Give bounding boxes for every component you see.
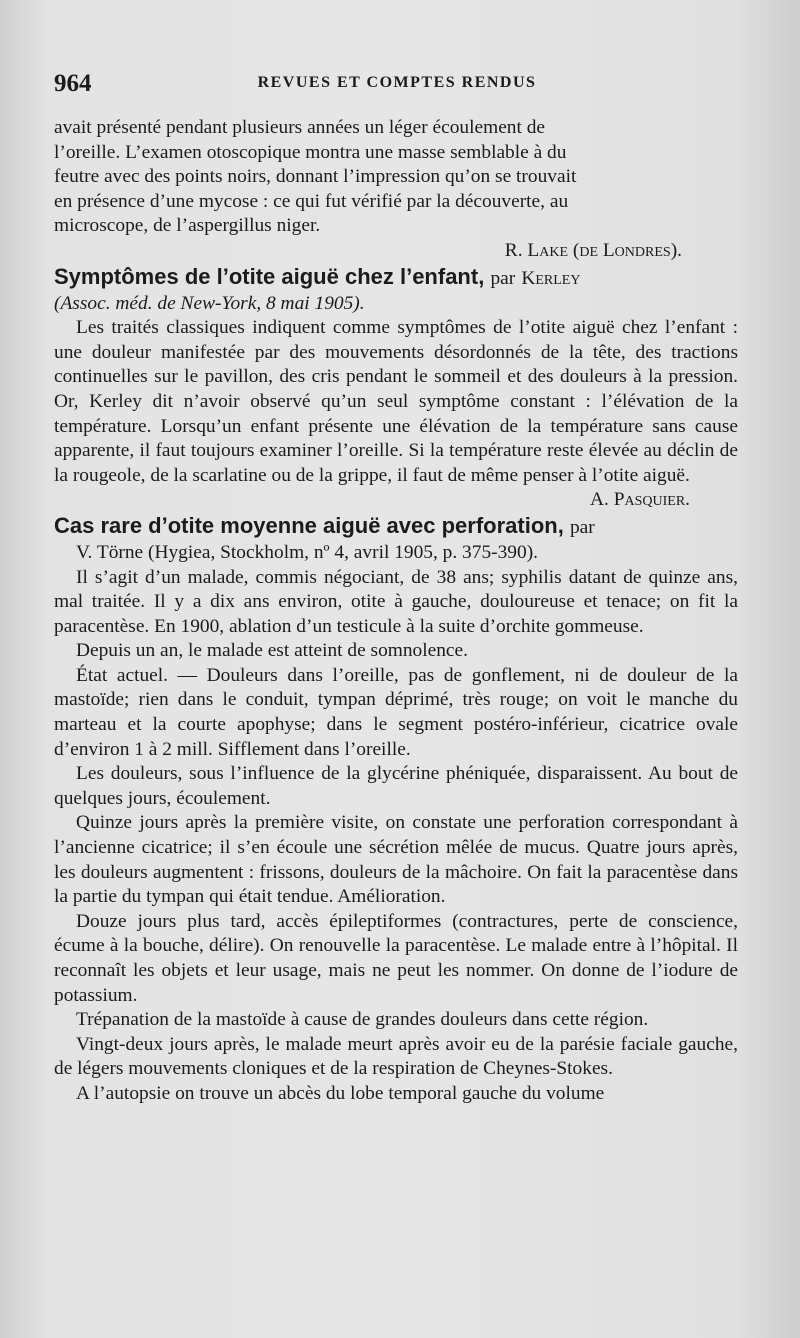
article1-line: en présence d’une mycose : ce qui fut vérifié par la découverte, au bbox=[54, 190, 569, 212]
article3-paragraph: Depuis un an, le malade est atteint de somnolence. bbox=[76, 640, 468, 662]
article3-paragraph: Douze jours plus tard, accès épileptiformes (contractures, perte de conscience, écume à la bouche, délire). On renouvelle la paracentèse. Le malade entre à l’hôpital. Il reconnaît les objets et leur usage, mais ne peut les nommer. On donne de l’iodure de potassium. bbox=[54, 910, 738, 1006]
article1-signature: R. Lake (de Londres). bbox=[504, 239, 682, 261]
article3-paragraph: Trépanation de la mastoïde à cause de grandes douleurs dans cette région. bbox=[76, 1009, 649, 1031]
article1-line: feutre avec des points noirs, donnant l’impression qu’on se trouvait bbox=[54, 166, 577, 188]
article3-by: par bbox=[569, 516, 595, 538]
article2-source bbox=[54, 292, 738, 317]
article3-title-block bbox=[54, 513, 738, 541]
article3-paragraph: Quinze jours après la première visite, on constate une perforation correspondant à l’ancienne cicatrice; il s’en écoule une sécrétion mêlée de mucus. Quatre jours après, les douleurs augmentent : frissons, douleurs de la mâchoire. On fait la paracentèse dans la partie du tympan qui était tendue. Amélioration. bbox=[54, 812, 738, 908]
article2-author: Kerley bbox=[521, 267, 581, 289]
page-number: 964 bbox=[54, 70, 92, 97]
article1-line: l’oreille. L’examen otoscopique montra une masse semblable à du bbox=[54, 141, 567, 163]
article3-paragraph: Il s’agit d’un malade, commis négociant, de 38 ans; syphilis datant de quinze ans, mal traitée. Il y a dix ans environ, otite à gauche, douloureuse et tenace; on fit la paracentèse. En 1900, ablation d’un testicule à la suite d’orchite gommeuse. bbox=[54, 566, 738, 637]
running-title: REVUES ET COMPTES RENDUS bbox=[257, 74, 537, 91]
article1-line: avait présenté pendant plusieurs années un léger écoulement de bbox=[54, 117, 546, 138]
article2-title-block bbox=[54, 264, 738, 292]
article2-source-text: (Assoc. méd. de New-York, 8 mai 1905). bbox=[54, 292, 365, 314]
article2-signature: A. Pasquier. bbox=[590, 489, 690, 511]
article1-line: microscope, de l’aspergillus niger. bbox=[54, 215, 321, 237]
article2-title: Symptômes de l’otite aiguë chez l’enfant, bbox=[54, 263, 485, 289]
article3-paragraph: Les douleurs, sous l’influence de la glycérine phéniquée, disparaissent. Au bout de quelques jours, écoulement. bbox=[54, 763, 738, 809]
page-body bbox=[54, 116, 738, 1107]
article3-paragraph: État actuel. — Douleurs dans l’oreille, pas de gonflement, ni de douleur de la mastoïde; rien dans le conduit, tympan déprimé, très rouge; on voit le manche du marteau et la courte apophyse; dans le segment postéro-inférieur, cicatrice ovale d’environ 1 à 2 mill. Sifflement dans l’oreille. bbox=[54, 664, 738, 760]
article2-paragraph: Les traités classiques indiquent comme symptômes de l’otite aiguë chez l’enfant : une douleur manifestée par des mouvements désordonnés de la tête, des tractions continuelles sur le pavillon, des cris pendant le sommeil et des douleurs à la pression. Or, Kerley dit n’avoir observé qu’un seul symptôme constant : l’élévation de la température. Lorsqu’un enfant présente une élévation de la température sans cause apparente, il faut toujours examiner l’oreille. Si la température reste élevée au déclin de la rougeole, de la scarlatine ou de la grippe, il faut de même penser à l’otite aiguë. bbox=[54, 317, 738, 486]
article3-source: V. Törne (Hygiea, Stockholm, nº 4, avril 1905, p. 375-390). bbox=[76, 541, 538, 563]
article2-by: par bbox=[490, 267, 516, 289]
page-header bbox=[54, 70, 740, 100]
article3-paragraph: A l’autopsie on trouve un abcès du lobe temporal gauche du volume bbox=[76, 1082, 605, 1104]
article3-title: Cas rare d’otite moyenne aiguë avec perforation, bbox=[54, 512, 564, 538]
article3-paragraph: Vingt-deux jours après, le malade meurt après avoir eu de la parésie faciale gauche, de légers mouvements cloniques et de la respiration de Cheynes-Stokes. bbox=[54, 1033, 738, 1080]
